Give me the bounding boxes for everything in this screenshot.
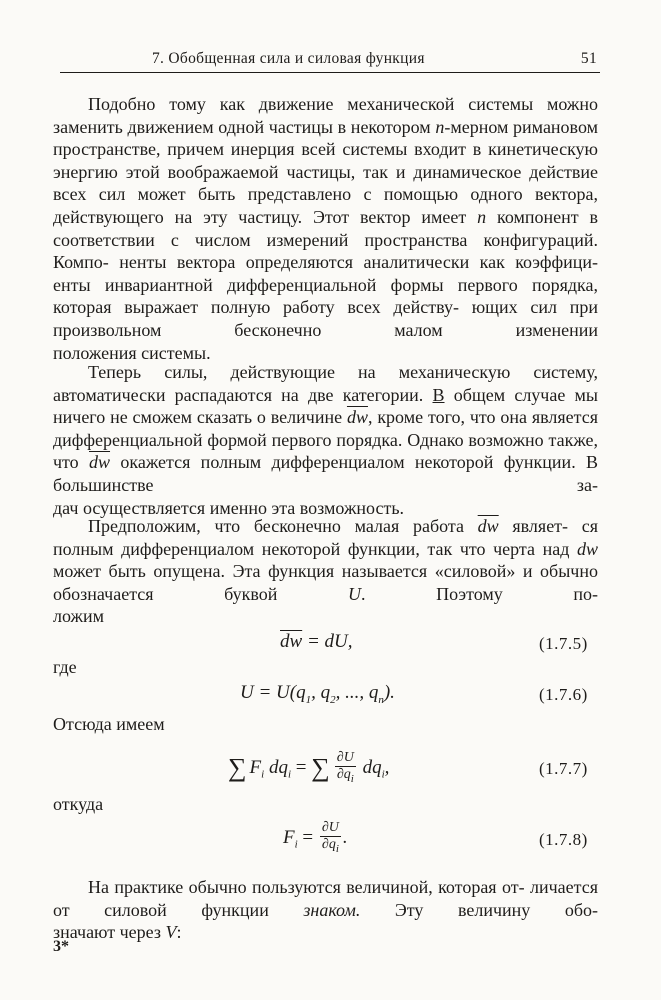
subscript: 2 — [330, 693, 336, 706]
text-line: можно заменить движением одной частицы в некотором — [53, 94, 598, 137]
math-dw: dw — [577, 538, 599, 559]
paragraph-1 — [53, 93, 598, 364]
equation-1-7-5 — [280, 631, 352, 653]
fraction — [320, 820, 341, 857]
subscript: n — [378, 693, 384, 706]
text-line: может быть опущена. Эта функция называется — [53, 561, 428, 582]
math-V: V — [165, 922, 177, 943]
equation-number: (1.7.8) — [539, 830, 588, 849]
math-dw: $\overline{dw}$ — [346, 407, 368, 428]
text-line: енты инвариантной дифференциальной формы первого — [53, 274, 518, 295]
text-line: Теперь силы, действующие на механическую систему, — [88, 362, 598, 382]
text-line: положения системы. — [53, 342, 211, 363]
text-line: являет- — [512, 516, 569, 536]
text-line: частицы, так и динамическое действие всех сил может быть — [53, 161, 598, 205]
math-dq: dq — [268, 756, 288, 778]
fraction — [335, 750, 356, 787]
text-line: На практике обычно пользуются величиной, которая от- — [88, 877, 525, 897]
period: . — [342, 826, 348, 848]
text-line: ложим — [53, 606, 104, 627]
text-line: системы входит в кинетическую энергию этой воображаемой — [53, 139, 599, 182]
math-n: n — [477, 206, 487, 227]
math-dw: $\overline{dw}$ — [477, 516, 499, 536]
text-line: значают через — [53, 922, 161, 943]
equation-number: (1.7.5) — [539, 634, 588, 653]
text-line: случае мы ничего не сможем сказать о величине — [53, 384, 599, 428]
paragraph-3 — [53, 515, 598, 628]
text-line: ненты вектора определяются аналитически как коэффици- — [119, 252, 598, 273]
text-line: , кроме — [367, 407, 424, 428]
text-line: автоматически распадаются на две категории. — [53, 384, 424, 405]
word-otkuda: откуда — [53, 794, 104, 814]
text-line: Подобно тому как движение механической системы — [88, 94, 534, 114]
text-line: с числом измерений пространства конфигураций. Компо- — [53, 229, 599, 273]
text-line: черта над — [493, 538, 570, 559]
text-line: представлено с помощью одного вектора, действующего на — [53, 184, 598, 227]
math-dw: $\overline{dw}$ — [280, 631, 303, 652]
text-line: личается от силовой функции — [53, 877, 598, 920]
equals: = — [302, 826, 314, 848]
equation-lhs: U = U(q — [240, 682, 306, 703]
text-line: Предположим, что бесконечно малая работа — [88, 516, 464, 536]
math-dq: dq — [362, 756, 382, 778]
equation-1-7-8 — [283, 820, 348, 857]
running-header — [60, 50, 600, 74]
page-number: 51 — [580, 50, 597, 67]
text-line: дач осуществляется именно эта возможность. — [53, 497, 405, 518]
sum-icon: ∑ — [228, 752, 247, 782]
sum-icon: ∑ — [311, 752, 330, 782]
word-otsyuda: Отсюда имеем — [53, 714, 165, 734]
text-line: порядка. Однако возможно также, что — [53, 429, 599, 473]
math-F: F — [283, 826, 295, 848]
text-line: . Поэтому по- — [361, 583, 599, 604]
text-line: «силовой» и обычно обозначается буквой — [53, 561, 598, 604]
paragraph-2 — [53, 361, 598, 519]
paragraph-4: На практике обычно пользуются величиной, которая от- личается от силовой функции знаком. Эту величину обо- значают через V: — [53, 877, 598, 943]
text-line: ся полным дифференциалом некоторой функции, так что — [53, 516, 599, 559]
subscript: i — [381, 768, 385, 781]
math-n: n — [435, 116, 445, 137]
fraction-numerator: ∂U — [321, 820, 339, 835]
text-underlined: В — [432, 384, 445, 405]
equation-number: (1.7.6) — [539, 685, 588, 704]
text-line: -мерном римановом пространстве, причем инерция всей — [53, 116, 598, 160]
subscript: i — [261, 768, 265, 781]
equals: = — [295, 756, 307, 778]
text-line: порядка, которая выражает полную работу всех действу- — [53, 274, 598, 318]
text-line: дифференциалом некоторой функции. В большинстве за- — [53, 452, 599, 495]
subscript: i — [287, 768, 292, 781]
math-F: F — [249, 756, 262, 778]
fraction-denominator: $\partial q_i$ — [321, 837, 339, 855]
text-line: Эту величину обо- — [394, 899, 598, 920]
math-U: U — [348, 583, 362, 604]
subscript: i — [294, 838, 298, 851]
equation-rhs: = dU, — [306, 631, 353, 652]
text-line: эту частицу. Этот вектор имеет — [203, 206, 467, 227]
text-line: ющих сил при произвольном бесконечно малом изменении — [53, 297, 599, 340]
math-dw: $\overline{dw}$ — [89, 452, 111, 473]
fraction-denominator: $\partial q_i$ — [336, 767, 354, 785]
header-rule — [60, 72, 600, 73]
subscript: 1 — [305, 693, 312, 706]
text-line: общем — [453, 384, 506, 405]
equation-1-7-7 — [228, 750, 389, 787]
fraction-numerator: ∂U — [336, 750, 354, 765]
text-emphasis: знаком. — [303, 899, 361, 920]
equation-1-7-6: $U = U(q_1$, $q_2$, ..., $q_n$). — [240, 682, 395, 706]
word-gde: где — [53, 657, 77, 677]
text-line: компонент в соответствии — [53, 206, 598, 250]
comma: , — [384, 756, 390, 778]
signature-mark: 3* — [53, 938, 69, 955]
equation-number: (1.7.7) — [539, 759, 588, 778]
text-line: того, что она является дифференциальной формой первого — [53, 407, 599, 450]
chapter-title: 7. Обобщенная сила и силовая функция — [152, 50, 425, 67]
text-line: окажется полным — [120, 452, 262, 473]
